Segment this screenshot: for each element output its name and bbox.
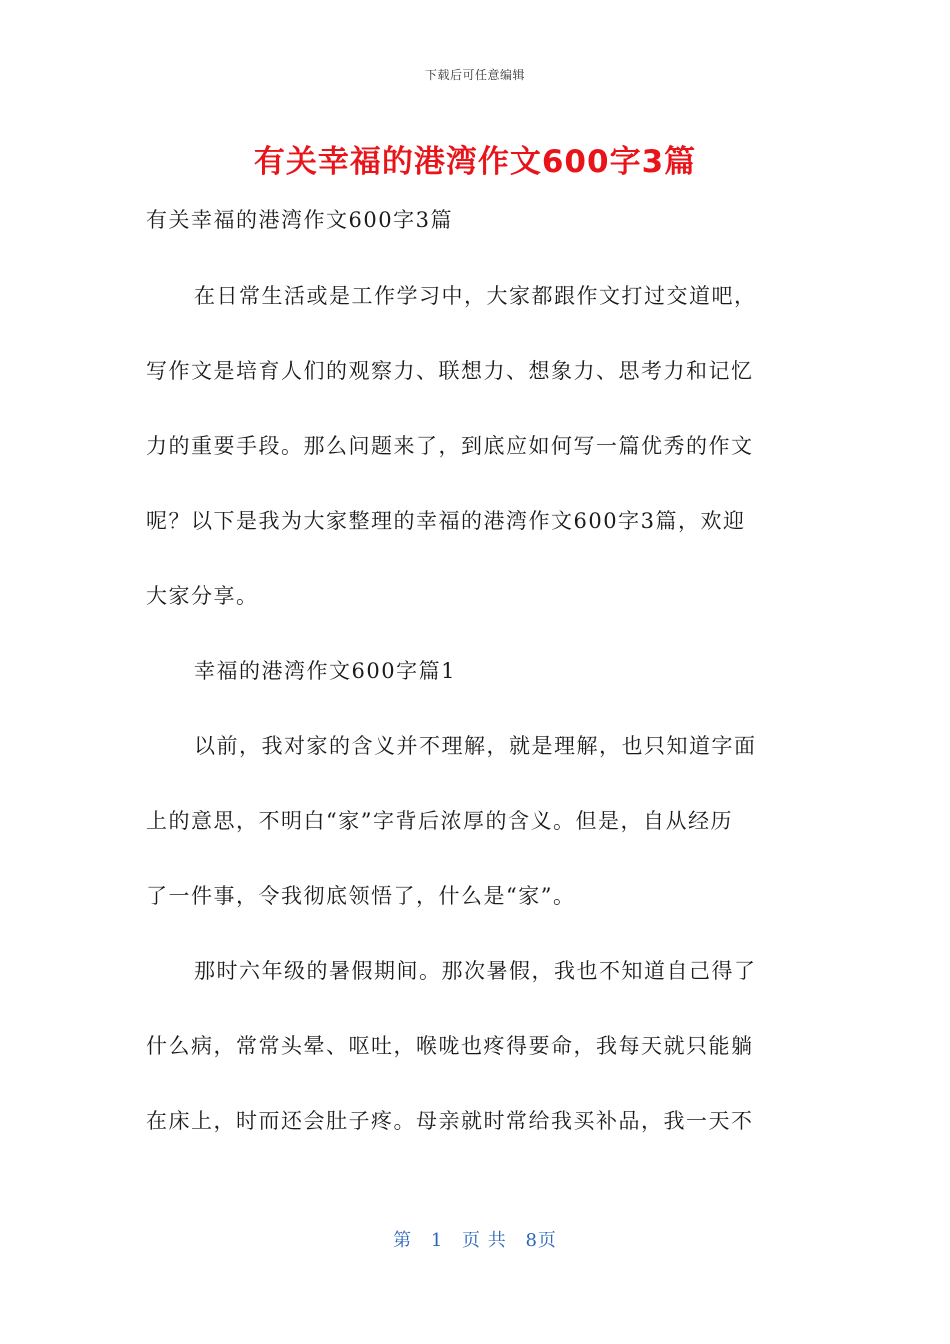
text-line: 了一件事，令我彻底领悟了，什么是“家”。 (146, 884, 576, 908)
text-line: 那时六年级的暑假期间。那次暑假，我也不知道自己得了 (194, 959, 757, 983)
page-footer (0, 1226, 950, 1252)
text-line: 呢？以下是我为大家整理的幸福的港湾作文600字3篇，欢迎 (146, 509, 746, 533)
paragraph-intro (146, 276, 796, 651)
footer-page-number: 1 (430, 1230, 444, 1251)
footer-total-pages: 8页 (525, 1230, 557, 1251)
document-title: 有关幸福的港湾作文600字3篇 (253, 144, 697, 180)
paragraph-2 (146, 951, 796, 1176)
document-body (146, 200, 796, 1176)
subtitle: 有关幸福的港湾作文600字3篇 (146, 208, 453, 232)
footer-middle: 页 共 (462, 1230, 507, 1251)
text-line: 力的重要手段。那么问题来了，到底应如何写一篇优秀的作文 (146, 434, 754, 458)
text-line: 幸福的港湾作文600字篇1 (194, 659, 456, 683)
text-line: 在日常生活或是工作学习中，大家都跟作文打过交道吧， (194, 284, 757, 308)
text-line: 以前，我对家的含义并不理解，就是理解，也只知道字面 (194, 734, 757, 758)
text-line: 大家分享。 (146, 584, 259, 608)
paragraph-1 (146, 726, 796, 951)
text-line: 在床上，时而还会肚子疼。母亲就时常给我买补品，我一天不 (146, 1109, 754, 1133)
text-line: 什么病，常常头晕、呕吐，喉咙也疼得要命，我每天就只能躺 (146, 1034, 754, 1058)
text-line: 写作文是培育人们的观察力、联想力、想象力、思考力和记忆 (146, 359, 754, 383)
section-heading (146, 651, 796, 726)
header-note: 下载后可任意编辑 (424, 68, 525, 82)
text-line: 上的意思，不明白“家”字背后浓厚的含义。但是，自从经历 (146, 809, 733, 833)
footer-prefix: 第 (393, 1230, 413, 1251)
